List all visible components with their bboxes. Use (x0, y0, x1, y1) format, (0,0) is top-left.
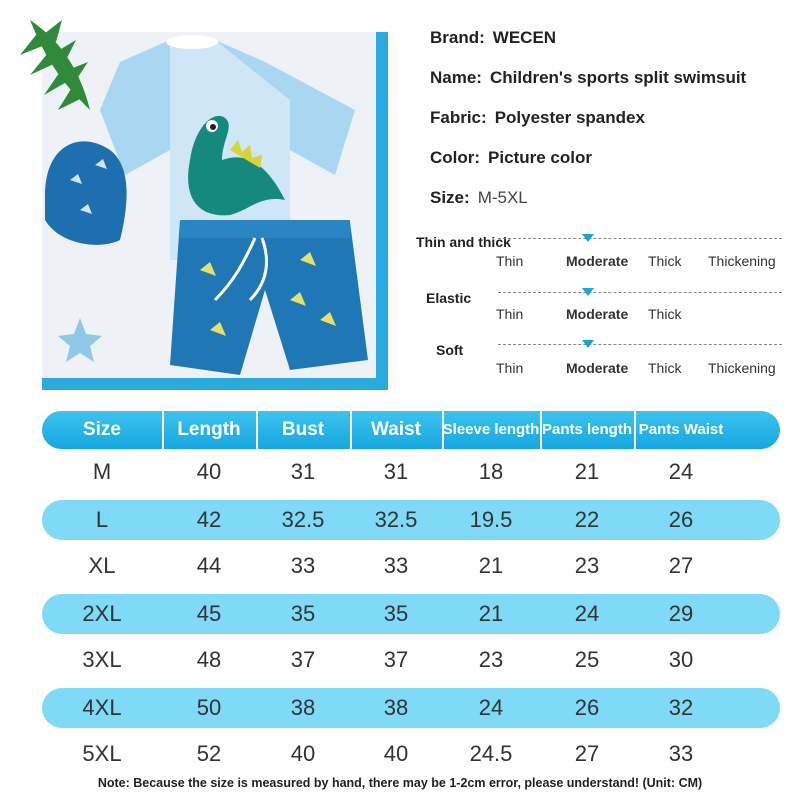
header-cell: Sleeve length (442, 411, 542, 449)
measure-cell: 30 (668, 647, 694, 672)
measure-cell: 25 (574, 647, 600, 672)
measure-cell: 50 (196, 695, 222, 720)
spec-key: Fabric: (430, 108, 487, 127)
size-cell: 5XL (82, 741, 122, 766)
spec-row-fabric (430, 98, 800, 138)
measure-cell: 24 (574, 601, 600, 626)
spec-value: M-5XL (477, 188, 528, 207)
scale-option: Thickening (708, 360, 776, 376)
photo-frame-right (376, 32, 388, 390)
measure-cell: 22 (574, 507, 600, 532)
scale-label: Elastic (426, 290, 472, 306)
scale-dash-line (498, 238, 782, 239)
size-cell: M (92, 459, 112, 484)
scale-option: Thick (648, 253, 682, 269)
scale-soft (416, 342, 800, 382)
measure-cell: 27 (668, 553, 694, 578)
measure-cell: 42 (196, 507, 222, 532)
measure-cell: 31 (290, 459, 316, 484)
measure-cell: 45 (196, 601, 222, 626)
spec-row-color (430, 138, 800, 178)
measure-cell: 27 (574, 741, 600, 766)
measure-cell: 23 (478, 647, 504, 672)
measure-cell: 33 (290, 553, 316, 578)
measure-cell: 18 (478, 459, 504, 484)
measure-cell: 33 (668, 741, 694, 766)
measure-cell: 40 (196, 459, 222, 484)
measure-cell: 26 (668, 507, 694, 532)
measure-cell: 24 (668, 459, 694, 484)
measure-cell: 21 (478, 553, 504, 578)
measure-cell: 52 (196, 741, 222, 766)
measure-cell: 48 (196, 647, 222, 672)
note-text: Note: Because the size is measured by hand, there may be 1-2cm error, please understand! (Unit: CM) (97, 776, 703, 790)
header-cell: Size (42, 411, 164, 449)
measure-cell: 40 (290, 741, 316, 766)
header-cell: Pants Waist (638, 421, 724, 438)
scale-option: Thickening (708, 253, 776, 269)
measure-cell: 32 (668, 695, 694, 720)
size-cell: XL (88, 553, 116, 578)
spec-value: WECEN (492, 28, 557, 47)
product-photo (0, 0, 400, 395)
scale-thickness (416, 232, 800, 277)
scale-option: Thin (496, 253, 524, 269)
measure-cell: 19.5 (469, 507, 513, 532)
table-row (42, 500, 780, 540)
size-cell: 2XL (82, 601, 122, 626)
table-row (42, 734, 780, 774)
table-row (42, 640, 780, 680)
measure-cell: 35 (383, 601, 409, 626)
scale-dash-line (498, 344, 782, 345)
scale-label: Thin and thick (416, 234, 511, 250)
spec-row-name (430, 58, 800, 98)
measure-cell: 35 (290, 601, 316, 626)
measure-cell: 40 (383, 741, 409, 766)
scale-label: Soft (436, 342, 464, 358)
spec-value: Polyester spandex (494, 108, 645, 127)
measure-cell: 38 (383, 695, 409, 720)
header-cell: Length (162, 411, 258, 449)
table-row (42, 452, 780, 492)
spec-value: Picture color (488, 148, 592, 167)
scale-option-selected: Moderate (566, 360, 629, 376)
measure-cell: 38 (290, 695, 316, 720)
scale-option: Thick (648, 306, 682, 322)
measure-cell: 37 (383, 647, 409, 672)
scale-marker-icon (582, 288, 594, 296)
measure-cell: 33 (383, 553, 409, 578)
spec-value: Children's sports split swimsuit (489, 68, 747, 87)
size-cell: L (95, 507, 109, 532)
measure-cell: 31 (383, 459, 409, 484)
measure-cell: 44 (196, 553, 222, 578)
measure-cell: 29 (668, 601, 694, 626)
header-cell: Bust (256, 411, 352, 449)
scale-marker-icon (582, 234, 594, 242)
measure-cell: 21 (478, 601, 504, 626)
table-row (42, 546, 780, 586)
header-cell: Waist (350, 411, 444, 449)
spec-row-size (430, 178, 800, 218)
spec-key: Name: (430, 68, 482, 87)
measure-cell: 32.5 (281, 507, 325, 532)
scale-option-selected: Moderate (566, 253, 629, 269)
size-table-header (42, 411, 780, 449)
scale-option-selected: Moderate (566, 306, 629, 322)
table-row (42, 594, 780, 634)
spec-key: Color: (430, 148, 481, 167)
spec-list (430, 18, 800, 218)
scale-marker-icon (582, 340, 594, 348)
measure-cell: 32.5 (374, 507, 418, 532)
spec-key: Size: (430, 188, 470, 207)
swim-cap-image (45, 141, 127, 244)
measure-cell: 24.5 (469, 741, 513, 766)
measure-cell: 21 (574, 459, 600, 484)
measure-cell: 23 (574, 553, 600, 578)
scale-option: Thin (496, 360, 524, 376)
table-row (42, 688, 780, 728)
measure-cell: 26 (574, 695, 600, 720)
scale-elastic (416, 290, 800, 330)
spec-key: Brand: (430, 28, 485, 47)
header-cell: Pants length (540, 411, 636, 449)
measure-cell: 37 (290, 647, 316, 672)
measure-cell: 24 (478, 695, 504, 720)
size-cell: 4XL (82, 695, 122, 720)
photo-frame-bottom (42, 378, 388, 390)
scale-option: Thick (648, 360, 682, 376)
scale-option: Thin (496, 306, 524, 322)
size-cell: 3XL (82, 647, 122, 672)
spec-row-brand (430, 18, 800, 58)
scale-dash-line (498, 292, 782, 293)
